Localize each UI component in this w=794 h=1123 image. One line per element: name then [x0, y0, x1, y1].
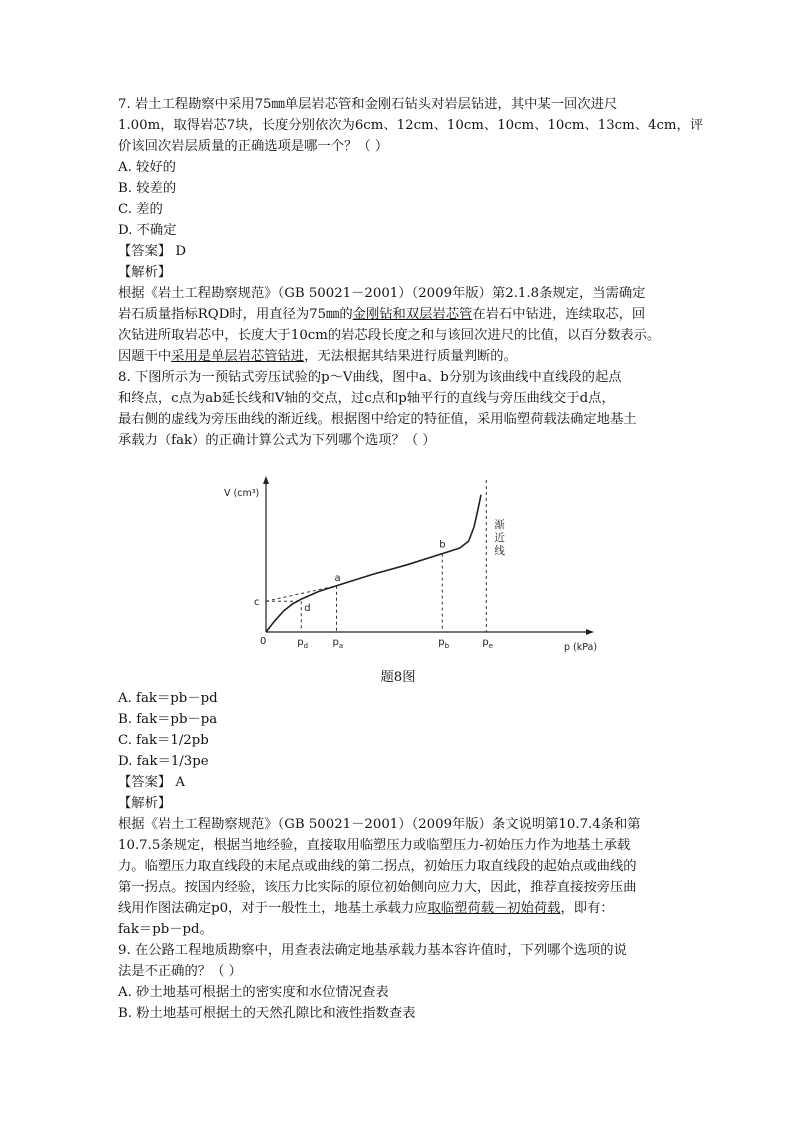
point-label-b: b	[439, 539, 446, 551]
point-label-d: d	[304, 603, 311, 615]
x-tick-main-pa: p	[332, 637, 339, 648]
asymptote-label-char: 线	[494, 545, 505, 557]
asymptote-label-char: 渐	[494, 519, 505, 531]
x-tick-sub-pb: b	[444, 642, 450, 650]
q7-analysis-line-4-underlined: 采用是单层岩芯管钻进	[171, 349, 305, 364]
pv-curve	[266, 495, 481, 632]
q7-analysis-line-4-text-a: 因题干中	[118, 349, 172, 364]
q8-analysis-line-5	[118, 899, 678, 920]
x-tick-label-pa	[333, 637, 344, 650]
x-tick-label-pb	[438, 637, 449, 650]
q7-analysis-line-1: 根据《岩土工程勘察规范》（GB 50021－2001）（2009年版）第2.1.8条规定，当需确定	[118, 286, 646, 301]
q7-analysis-line-3: 次钻进所取岩芯中，长度大于10cm的岩芯段长度之和与该回次进尺的比值，以百分数表示。	[118, 328, 661, 343]
q8-analysis-line-5-underlined: 取临塑荷载－初始荷载	[427, 901, 561, 916]
y-axis-label: V (cm³)	[224, 488, 260, 499]
q7-analysis-line-2-underlined: 金刚钻和双层岩芯管	[352, 307, 473, 322]
x-tick-sub-pd: d	[303, 642, 309, 650]
q8-stem-line-4: 承载力（fak）的正确计算公式为下列哪个选项？（ ）	[118, 433, 436, 448]
q7-option-c: C. 差的	[118, 202, 163, 217]
q9-stem-line-2: 法是不正确的？（ ）	[118, 964, 242, 979]
q9-option-b: B. 粉土地基可根据土的天然孔隙比和液性指数查表	[118, 1006, 416, 1021]
q8-analysis-line-6: fak＝pb－pd。	[118, 922, 213, 937]
q7-analysis-line-2-text-b: 在岩石中钻进，连续取芯，回	[472, 307, 646, 322]
q7-analysis-title: 【解析】	[118, 265, 172, 280]
q8-option-b: B. fak＝pb－pa	[118, 712, 218, 727]
q7-answer: 【答案】 D	[118, 244, 187, 259]
pressuremeter-chart	[218, 470, 598, 660]
origin-label: 0	[260, 636, 267, 647]
x-tick-sub-pe: e	[488, 642, 493, 650]
q7-analysis-line-2	[118, 305, 678, 326]
q9-stem-line-1: 9. 在公路工程地质勘察中，用查表法确定地基承载力基本容许值时，下列哪个选项的说	[118, 943, 627, 958]
q9-option-a: A. 砂土地基可根据土的密实度和水位情况查表	[118, 985, 389, 1000]
q8-stem-line-2: 和终点，c点为ab延长线和V轴的交点，过c点和p轴平行的直线与旁压曲线交于d点，	[118, 391, 615, 406]
x-axis-label: p (kPa)	[564, 642, 598, 653]
x-tick-main-pe: p	[482, 637, 489, 648]
x-tick-main-pd: p	[297, 637, 304, 648]
x-tick-label-pd	[297, 637, 308, 650]
q8-analysis-line-1: 根据《岩土工程勘察规范》（GB 50021－2001）（2009年版）条文说明第10.7.4条和第	[118, 817, 641, 832]
q7-option-b: B. 较差的	[118, 181, 177, 196]
q8-analysis-title: 【解析】	[118, 796, 172, 811]
asymptote-label-char: 近	[494, 532, 505, 544]
q8-option-a: A. fak＝pb－pd	[118, 691, 218, 706]
q8-answer: 【答案】 A	[118, 775, 186, 790]
y-axis-arrow	[263, 476, 269, 484]
figure-caption: 题8图	[380, 670, 416, 685]
point-label-a: a	[334, 572, 341, 584]
x-tick-main-pb: p	[438, 637, 445, 648]
pressuremeter-chart-svg	[218, 470, 598, 660]
q8-analysis-line-4: 第一拐点。按国内经验，该压力比实际的原位初始侧向应力大，因此，推荐直接按旁压曲	[118, 880, 637, 895]
point-label-c: c	[254, 597, 260, 609]
x-tick-sub-pa: a	[338, 642, 344, 650]
q7-analysis-line-4	[118, 347, 678, 368]
q7-analysis-line-4-text-b: ，无法根据其结果进行质量判断的。	[304, 349, 517, 364]
q8-analysis-line-5-text-b: ，即有：	[560, 901, 614, 916]
q7-analysis-line-2-text-a: 岩石质量指标RQD时，用直径为75㎜的	[118, 307, 353, 322]
q7-stem-line-1: 7. 岩土工程勘察中采用75㎜单层岩芯管和金刚石钻头对岩层钻进，其中某一回次进尺	[118, 97, 618, 112]
q8-stem-line-3: 最右侧的虚线为旁压曲线的渐近线。根据图中给定的特征值，采用临塑荷载法确定地基土	[118, 412, 637, 427]
q8-stem-line-1: 8. 下图所示为一预钻式旁压试验的p～V曲线，图中a、b分别为该曲线中直线段的起点	[118, 370, 622, 385]
q8-option-d: D. fak＝1/3pe	[118, 754, 209, 769]
q8-analysis-line-2: 10.7.5条规定，根据当地经验，直接取用临塑压力或临塑压力-初始压力作为地基土承载	[118, 838, 631, 853]
q8-analysis-line-5-text-a: 线用作图法确定p0，对于一般性土，地基土承载力应	[118, 901, 428, 916]
q7-stem-line-2: 1.00m，取得岩芯7块，长度分别依次为6cm、12cm、10cm、10cm、10cm、13cm、4cm，评	[118, 118, 704, 133]
q8-option-c: C. fak＝1/2pb	[118, 733, 209, 748]
x-tick-label-pe	[482, 637, 493, 650]
q8-analysis-line-3: 力。临塑压力取直线段的末尾点或曲线的第二拐点，初始压力取直线段的起始点或曲线的	[118, 859, 637, 874]
q7-option-a: A. 较好的	[118, 160, 176, 175]
x-axis-arrow	[586, 629, 594, 635]
q7-option-d: D. 不确定	[118, 223, 177, 238]
q7-stem-line-3: 价该回次岩层质量的正确选项是哪一个？（ ）	[118, 139, 389, 154]
